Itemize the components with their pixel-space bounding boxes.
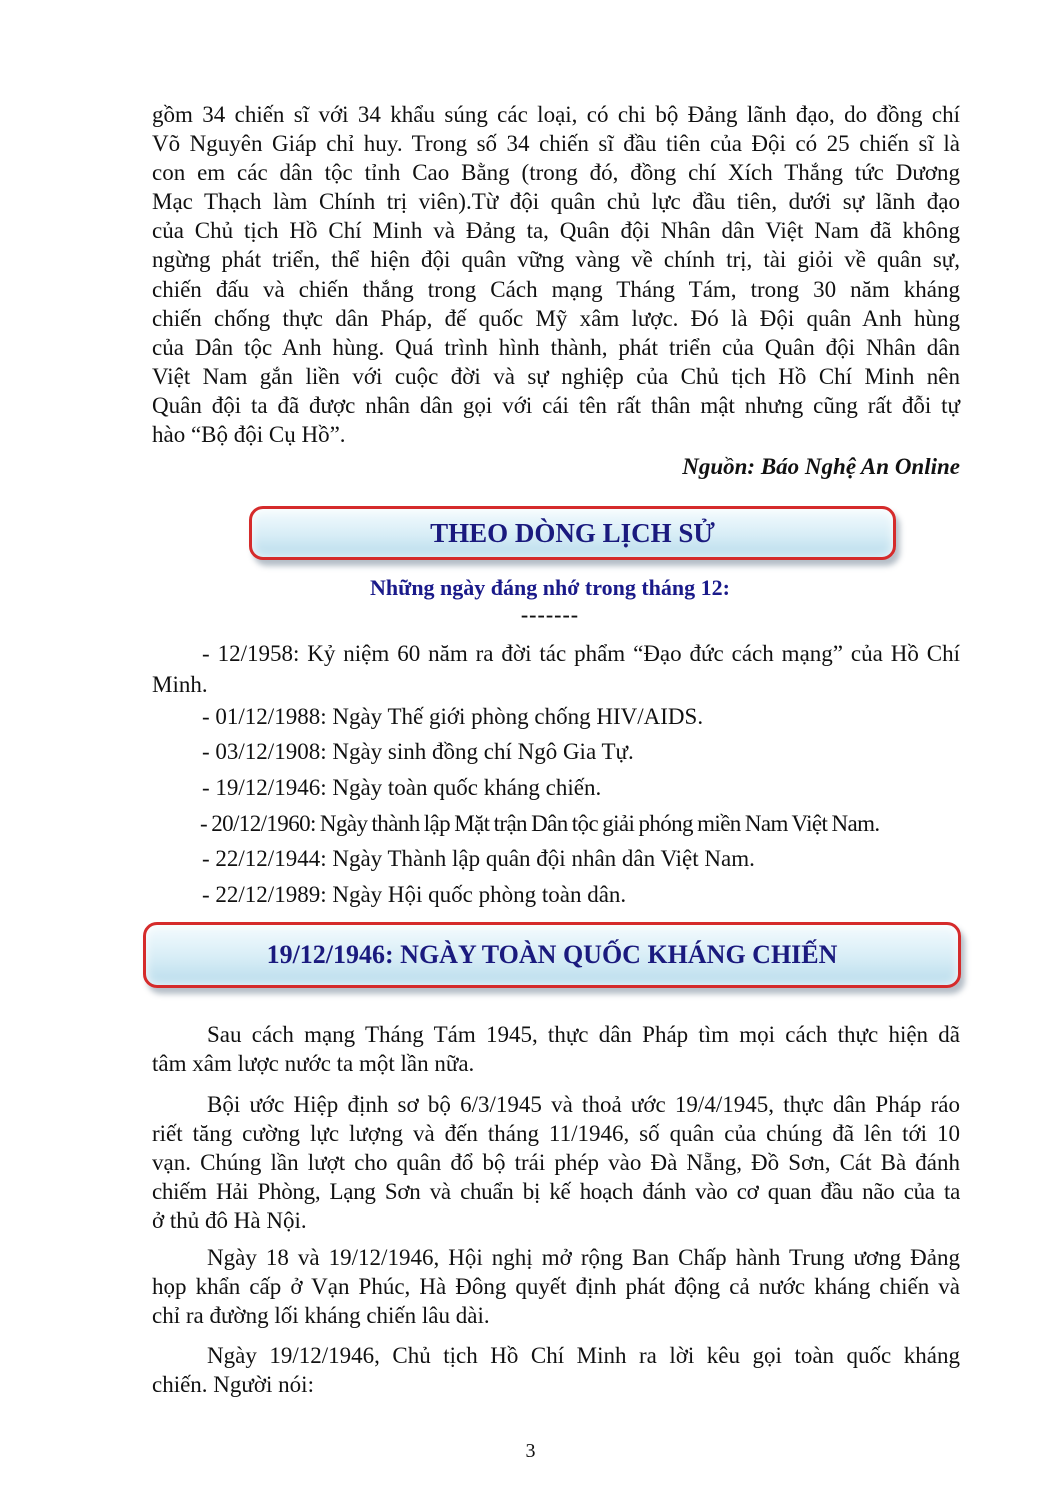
text-line: tâm xâm lược nước ta một lần nữa.	[152, 1051, 475, 1076]
banner-title: THEO DÒNG LỊCH SỬ	[430, 517, 715, 548]
text-line: của Chủ tịch Hồ Chí Minh và Đảng ta, Quân đội Nhân dân Việt Nam đã không	[152, 218, 960, 244]
list-item-text: - 01/12/1988: Ngày Thế giới phòng chống HIV/AIDS.	[202, 704, 704, 729]
list-item	[202, 739, 634, 765]
text-line: con em các dân tộc tỉnh Cao Bằng (trong đó, đồng chí Xích Thắng tức Dương	[152, 160, 960, 186]
text-line: chỉ ra đường lối kháng chiến lâu dài.	[152, 1303, 490, 1328]
text-line: chiếm Hải Phòng, Lạng Sơn và chuẩn bị kế hoạch đánh vào cơ quan đầu não của ta	[152, 1179, 960, 1204]
page-number: 3	[525, 1440, 536, 1462]
text-line: ở thủ đô Hà Nội.	[152, 1208, 307, 1233]
text-line: Võ Nguyên Giáp chỉ huy. Trong số 34 chiến sĩ đầu tiên của Đội có 25 chiến sĩ là	[152, 131, 960, 157]
text-line: chiến. Người nói:	[152, 1372, 314, 1397]
text-line: Mạc Thạch làm Chính trị viên).Từ đội quân chủ lực đầu tiên, dưới sự lãnh đạo	[152, 189, 960, 215]
text-line: Sau cách mạng Tháng Tám 1945, thực dân Pháp tìm mọi cách thực hiện dã	[207, 1022, 960, 1047]
source-citation: Nguồn: Báo Nghệ An Online	[682, 454, 960, 479]
list-item	[200, 811, 880, 837]
text-line: vạn. Chúng lần lượt cho quân đổ bộ trái phép vào Đà Nẵng, Đồ Sơn, Cát Bà đánh	[152, 1150, 960, 1175]
paragraph	[152, 1020, 960, 1078]
list-item-text: - 19/12/1946: Ngày toàn quốc kháng chiến.	[202, 775, 602, 800]
text-line: hào “Bộ đội Cụ Hồ”.	[152, 422, 346, 448]
list-item-text: - 20/12/1960: Ngày thành lập Mặt trận Dân tộc giải phóng miền Nam Việt Nam.	[200, 811, 880, 836]
text-line: riết tăng cường lực lượng và đến tháng 11/1946, số quân của chúng đã lên tới 10	[152, 1121, 960, 1146]
list-item-text: - 03/12/1908: Ngày sinh đồng chí Ngô Gia Tự.	[202, 739, 634, 764]
text-line: chiến chống thực dân Pháp, đế quốc Mỹ xâm lược. Đó là Đội quân Anh hùng	[152, 305, 960, 331]
paragraph	[152, 1243, 960, 1330]
list-item-text: - 22/12/1989: Ngày Hội quốc phòng toàn dân.	[202, 882, 627, 907]
text-line: Ngày 18 và 19/12/1946, Hội nghị mở rộng Ban Chấp hành Trung ương Đảng	[207, 1245, 960, 1270]
text-line: gồm 34 chiến sĩ với 34 khẩu súng các loại, có chi bộ Đảng lãnh đạo, do đồng chí	[152, 102, 960, 127]
text-line: Việt Nam gắn liền với cuộc đời và sự nghiệp của Chủ tịch Hồ Chí Minh nên	[152, 363, 960, 389]
separator: -------	[520, 602, 580, 627]
section-banner-resistance	[143, 922, 961, 988]
text-line: họp khẩn cấp ở Vạn Phúc, Hà Đông quyết định phát động cả nước kháng chiến và	[152, 1274, 960, 1299]
list-item	[202, 882, 626, 908]
list-item	[202, 775, 601, 801]
banner-title: 19/12/1946: NGÀY TOÀN QUỐC KHÁNG CHIẾN	[266, 940, 838, 969]
list-item-text: - 22/12/1944: Ngày Thành lập quân đội nhân dân Việt Nam.	[202, 846, 755, 871]
list-item	[202, 846, 755, 872]
text-line: Ngày 19/12/1946, Chủ tịch Hồ Chí Minh ra lời kêu gọi toàn quốc kháng	[207, 1343, 960, 1368]
section-banner-history	[249, 506, 896, 560]
text-line: Bội ước Hiệp định sơ bộ 6/3/1945 và thoả ước 19/4/1945, thực dân Pháp ráo	[207, 1092, 960, 1117]
list-item	[202, 704, 703, 730]
text-line: chiến đấu và chiến thắng trong Cách mạng Tháng Tám, trong 30 năm kháng	[152, 276, 960, 302]
text-line: của Dân tộc Anh hùng. Quá trình hình thành, phát triển của Quân đội Nhân dân	[152, 334, 960, 360]
section-subheading: Những ngày đáng nhớ trong tháng 12:	[370, 575, 730, 600]
list-item	[152, 638, 960, 700]
text-line: ngừng phát triển, thể hiện đội quân vững vàng về chính trị, tài giỏi về quân sự,	[152, 247, 960, 273]
intro-paragraph	[152, 100, 960, 449]
list-item-text: - 12/1958: Kỷ niệm 60 năm ra đời tác phẩm “Đạo đức cách mạng” của Hồ Chí Minh.	[152, 641, 960, 697]
text-line: Quân đội ta đã được nhân dân gọi với cái tên rất thân mật nhưng cũng rất đỗi tự	[152, 392, 960, 418]
paragraph	[152, 1090, 960, 1235]
paragraph	[152, 1341, 960, 1399]
